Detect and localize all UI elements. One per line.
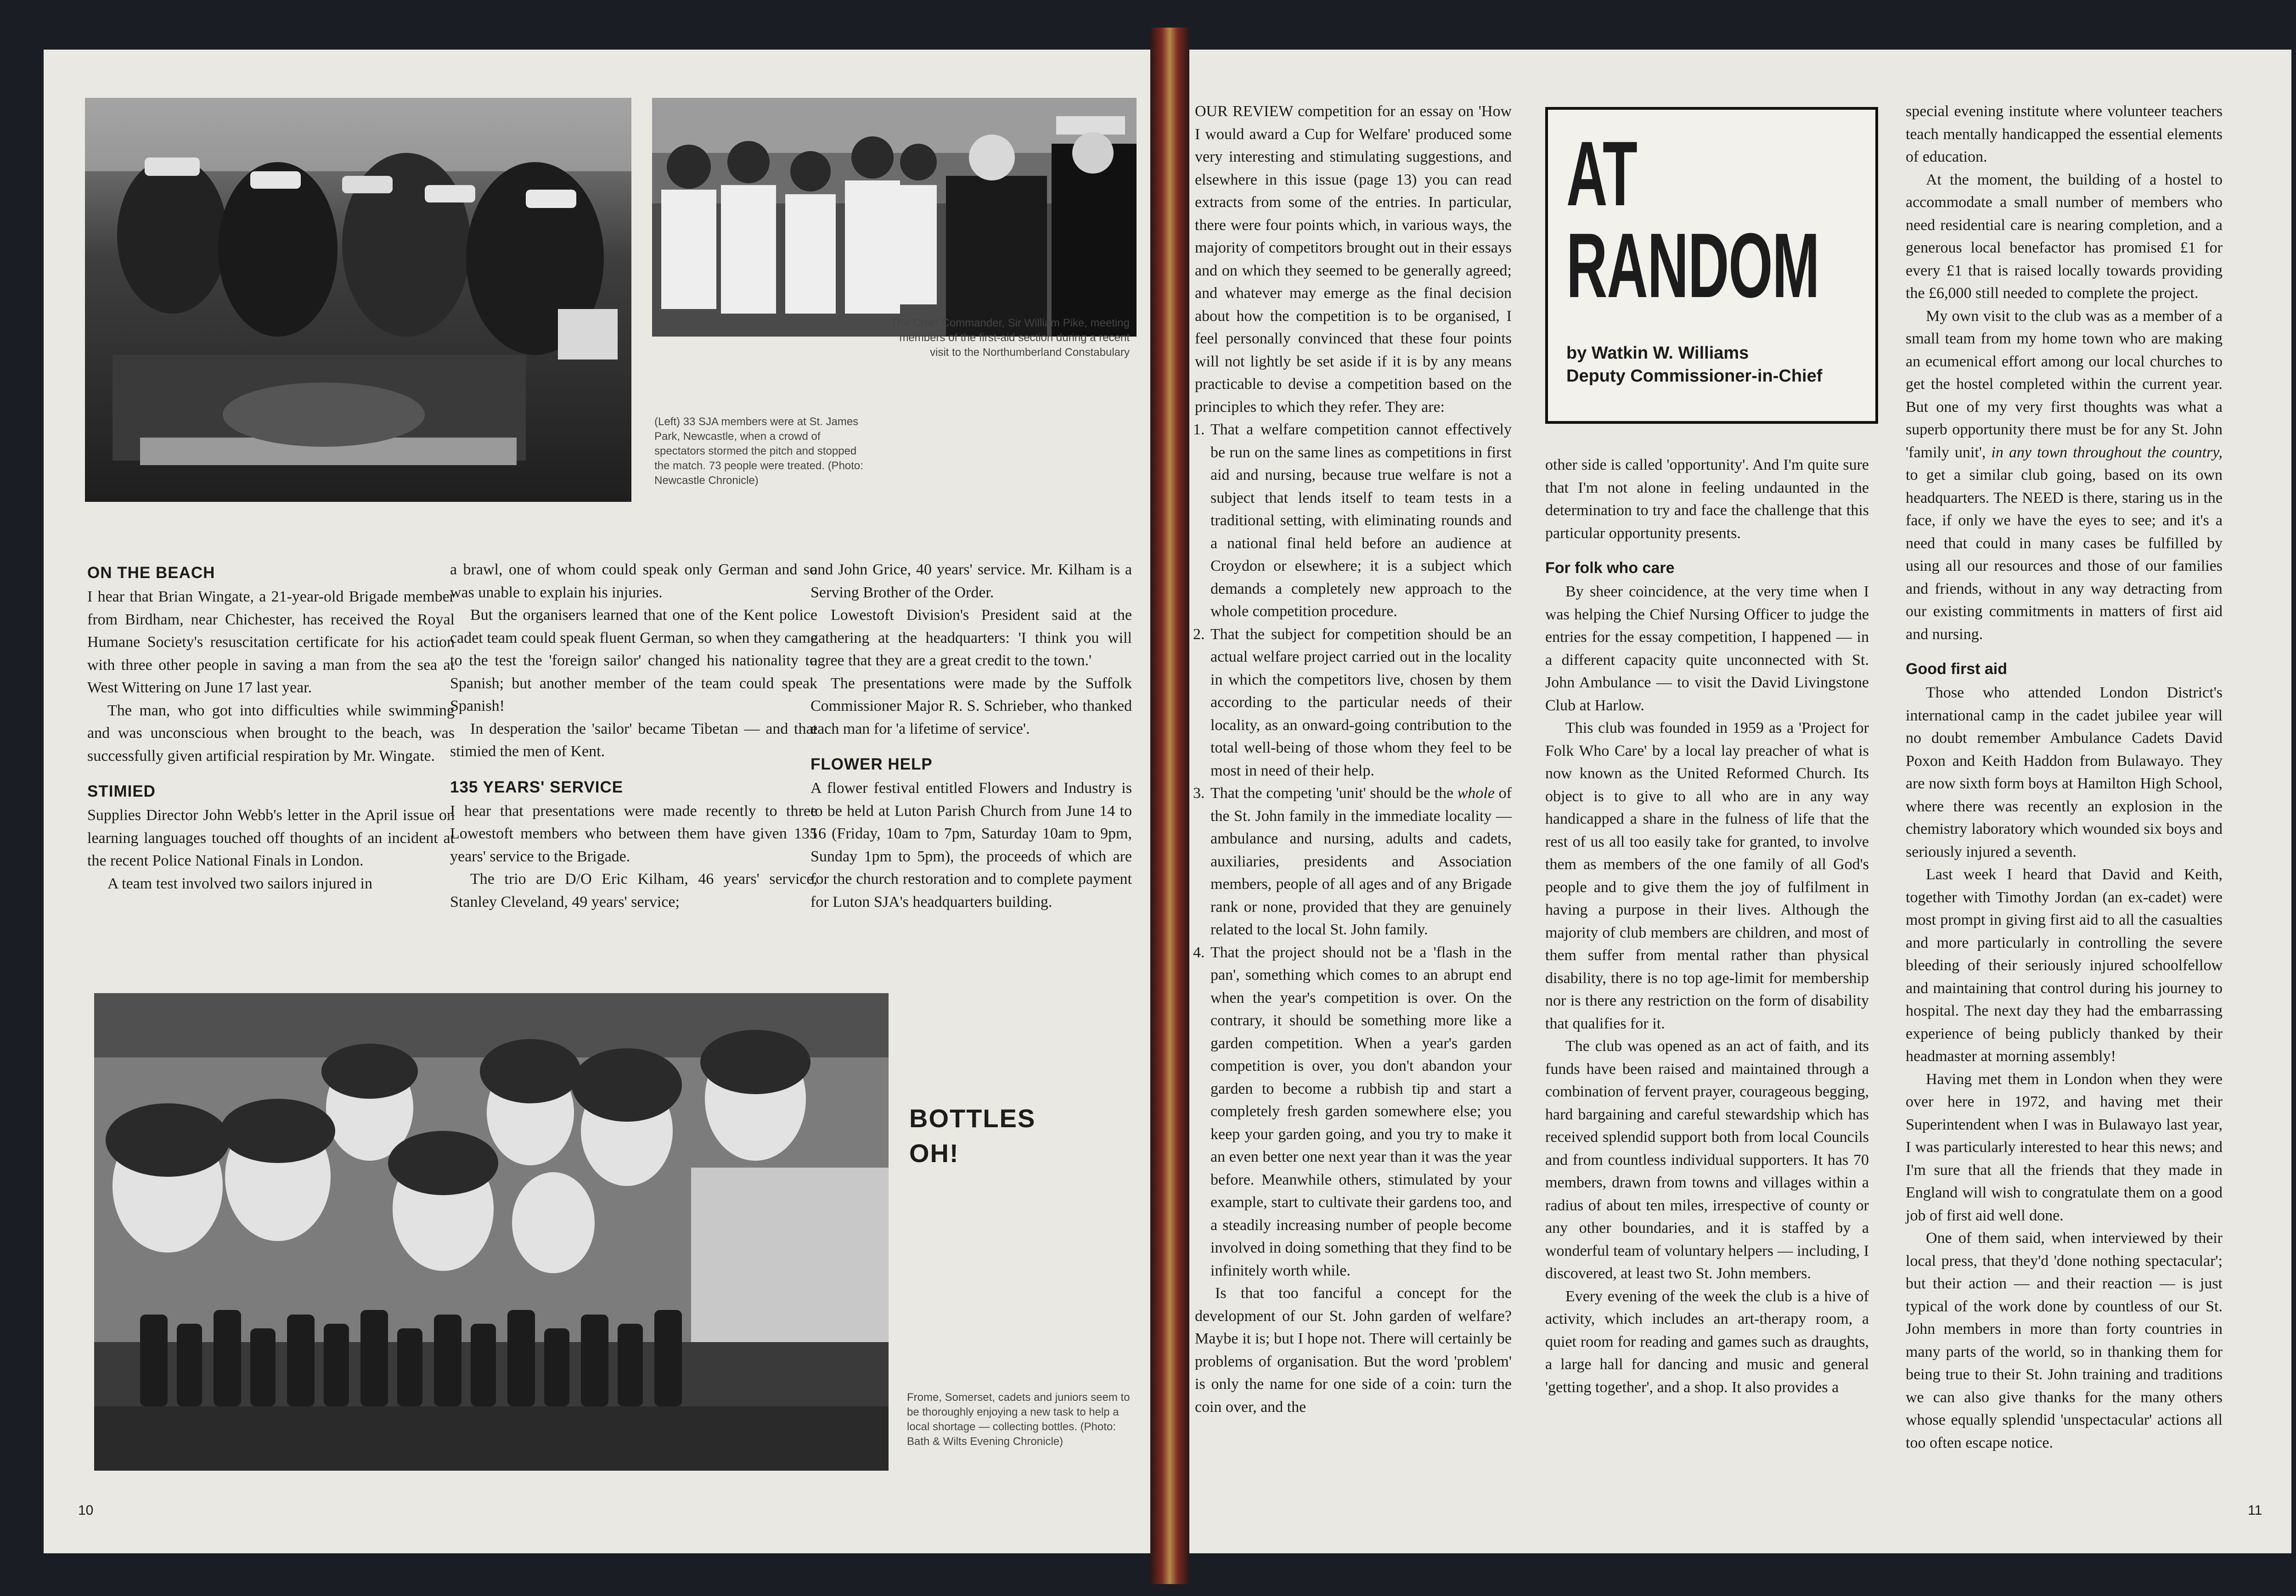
paragraph: This club was founded in 1959 as a 'Project for Folk Who Care' by a local lay preacher of what is now known as the United Reformed Church. Its object is to give to all who are in any way handicapped a share in the fulness of life that the rest of us all too easily take for granted, to involve them as members of the one family of all God's people and to give them the joy of fulfilment in having a purpose in their lives. Although the majority of club members are children, and most of them suffer from mental rather than physical disability, there is no top age-limit for membership nor is there any restriction on the form of disability that qualifies for it. bbox=[1545, 719, 1869, 1032]
photo-chief-commander-image bbox=[652, 98, 1137, 337]
paragraph: other side is called 'opportunity'. And I'm quite sure that I'm not alone in feeling undaunted in the determination to try and face the challenge that this particular opportunity presents. bbox=[1545, 456, 1869, 542]
paragraph: A team test involved two sailors injured in bbox=[107, 875, 372, 892]
right-page bbox=[1189, 50, 2291, 1553]
paragraph: The club was opened as an act of faith, and its funds have been raised and maintained through a combination of fervent prayer, courageous begging, hard bargaining and careful stewardship which has received splendid support both from local Councils and from countless individual supporters. It has 70 members, drawn from towns and villages within a radius of about ten miles, irrespective of county or any other boundaries, and it is staffed by a wonderful team of voluntary helpers — including, I discovered, at least two St. John members. bbox=[1545, 1038, 1869, 1282]
list-item: 2. That the subject for competition should be an actual welfare project carried out in the locality in which the competitors live, chosen by them according to the particular needs of their locality, as an onward-going contribution to the total well-being of those whom they feel to be most in need of their help. bbox=[1209, 623, 1512, 782]
photo-chief-commander bbox=[652, 98, 1137, 337]
paragraph: I hear that presentations were made recently to three Lowestoft members who between them have given 135 years' service to the Brigade. bbox=[450, 802, 817, 865]
byline-author: by Watkin W. Williams bbox=[1566, 343, 1749, 363]
bottles-title-line-1: BOTTLES bbox=[909, 1104, 1036, 1133]
intro-text: competition for an essay on 'How I would award a Cup for Welfare' produced some very interesting and stimulating suggestions, and elsewhere in this issue (page 13) you can read extracts from some of the entries. In particular, there were four points which, in various ways, the majority of competitors brought out in their essays and on which they seemed to be generally agreed; and whatever may emerge as the final decision about how the competition is to be organised, I feel personally convinced that these four points will not lightly be set aside if it is by any means practicable to devise a competition based on the principles to which they refer. They are: bbox=[1195, 103, 1512, 416]
paragraph: I hear that Brian Wingate, a 21-year-old Brigade member from Birdham, near Chichester, has received the Royal Humane Society's resuscitation certificate for his action with three other people in saving a man from the sea at West Wittering on June 17 last year. bbox=[87, 588, 455, 696]
paragraph: The presentations were made by the Suffolk Commissioner Major R. S. Schrieber, who thanked each man for 'a lifetime of service'. bbox=[810, 674, 1132, 737]
paragraph-emphasis: in any town throughout the country, bbox=[1991, 444, 2223, 461]
photo-bottles-children bbox=[94, 993, 889, 1471]
page-number-right: 11 bbox=[2248, 1503, 2262, 1518]
caption-bottles: Frome, Somerset, cadets and juniors seem to be thoroughly enjoying a new task to help a local shortage — collecting bottles. (Photo: Bath & Wilts Evening Chronicle) bbox=[907, 1391, 1130, 1448]
intro-paragraph bbox=[1195, 100, 1512, 418]
paragraph: Is that too fanciful a concept for the development of our St. John garden of welfare? Maybe it is; but I hope not. There will certainly be problems of organisation. But the word 'problem' is only the name for one side of a coin: turn the coin over, and the bbox=[1195, 1285, 1512, 1416]
heading-flower-help: FLOWER HELP bbox=[810, 755, 933, 773]
paragraph: Last week I heard that David and Keith, together with Timothy Jordan (an ex-cadet) were most prompt in giving first aid to all the casualties and more particularly in controlling the severe bleeding of their seriously injured schoolfellow and maintaining that control during his journey to hospital. The next day they had the embarrassing experience of being publicly thanked by their headmaster at morning assembly! bbox=[1906, 866, 2223, 1065]
right-column-2 bbox=[1545, 454, 1869, 1399]
paragraph: special evening institute where volunteer teachers teach mentally handicapped the essential elements of education. bbox=[1906, 103, 2223, 165]
paragraph: But the organisers learned that one of the Kent police cadet team could speak fluent German, so when they came to the test the 'foreign sailor' changed his nationality to Spanish; but another member of the team could speak Spanish! bbox=[450, 607, 817, 714]
paragraph: One of them said, when interviewed by their local press, that they'd 'done nothing spectacular'; but their action — and their reaction — is just typical of the work done by countless of our St. John members in more than forty countries in many parts of the world, so in thanking them for being true to their St. John training and traditions we can also give thanks for the many others whose equally splendid 'unspectacular' actions all too often escape notice. bbox=[1906, 1230, 2223, 1451]
title-random: RANDOM bbox=[1566, 214, 1819, 317]
heading-good-first-aid: Good first aid bbox=[1906, 660, 2007, 678]
left-page bbox=[44, 50, 1150, 1553]
list-item-text: That the competing 'unit' should be the bbox=[1210, 785, 1458, 802]
byline-title: Deputy Commissioner-in-Chief bbox=[1566, 366, 1823, 386]
paragraph: a brawl, one of whom could speak only German and so was unable to explain his injuries. bbox=[450, 561, 817, 601]
paragraph: The trio are D/O Eric Kilham, 46 years' service, Stanley Cleveland, 49 years' service; bbox=[450, 871, 817, 910]
paragraph: Lowestoft Division's President said at the gathering at the headquarters: 'I think you will agree that they are a great credit to the town.' bbox=[810, 607, 1132, 669]
photo-football-crowd-image bbox=[85, 98, 631, 502]
photo-bottles-children-image bbox=[94, 993, 889, 1471]
list-item: 1. That a welfare competition cannot effectively be run on the same lines as competitions in first aid and nursing, because true welfare is not a subject that lends itself to team tests in a traditional setting, with eliminating rounds and a national final held before an audience at Croydon or elsewhere; it is a subject which demands a completely new approach to the whole competition procedure. bbox=[1209, 418, 1512, 623]
left-column-2 bbox=[450, 558, 817, 913]
right-column-3 bbox=[1906, 100, 2223, 1454]
list-item-emphasis: whole bbox=[1457, 785, 1495, 802]
paragraph: A flower festival entitled Flowers and Industry is to be held at Luton Parish Church from June 14 to 16 (Friday, 10am to 7pm, Saturday 10am to 9pm, Sunday 1pm to 5pm), the proceeds of which are for the church restoration and to complete payment for Luton SJA's headquarters building. bbox=[810, 780, 1132, 910]
paragraph: The man, who got into difficulties while swimming and was unconscious when brought to the beach, was successfully given artificial respiration by Mr. Wingate. bbox=[87, 702, 455, 764]
magazine-spine bbox=[1150, 28, 1189, 1584]
list-item-text: of the St. John family in the immediate locality — ambulance and nursing, adults and cadets, auxiliaries, presidents and Association members, people of all ages and of any Brigade rank or none, provided that they are genuinely related to the local St. John family. bbox=[1210, 785, 1512, 938]
paragraph: Having met them in London when they were over here in 1972, and having met their Superintendent when I was in Bulawayo last year, I was particularly interested to hear this news; and I'm sure that all the friends that they made in England will wish to congratulate them on a good job of first aid well done. bbox=[1906, 1070, 2223, 1224]
paragraph: By sheer coincidence, at the very time when I was helping the Chief Nursing Officer to judge the entries for the essay competition, I happened — in a different capacity quite unconnected with St. John Ambulance — to visit the David Livingstone Club at Harlow. bbox=[1545, 583, 1869, 714]
left-column-3 bbox=[810, 558, 1132, 913]
paragraph: and John Grice, 40 years' service. Mr. Kilham is a Serving Brother of the Order. bbox=[810, 561, 1132, 601]
title-at: AT bbox=[1566, 123, 1637, 225]
at-random-title-box bbox=[1545, 107, 1878, 424]
caption-chief-commander: The Chief Commander, Sir William Pike, meeting members of the first-aid section during a recent visit to the Northumberland Constabulary bbox=[890, 317, 1130, 359]
paragraph: Every evening of the week the club is a hive of activity, which includes an art-therapy room, a quiet room for reading and games such as draughts, a large hall for dancing and music and general 'getting together', and a shop. It also provides a bbox=[1545, 1287, 1869, 1396]
paragraph: Those who attended London District's international camp in the cadet jubilee year will no doubt remember Ambulance Cadets David Poxon and Keith Haddon from Bulawayo. They are now sixth form boys at Hamilton High School, where there was recently an explosion in the chemistry laboratory which wounded six boys and seriously injured a seventh. bbox=[1906, 684, 2223, 860]
heading-on-the-beach: ON THE BEACH bbox=[87, 564, 215, 582]
bottles-title-line-2: OH! bbox=[909, 1139, 959, 1168]
lead-in: OUR REVIEW bbox=[1195, 103, 1293, 120]
paragraph: At the moment, the building of a hostel to accommodate a small number of members who need residential care is nearing completion, and a generous local benefactor has promised £1 for every £1 that is raised locally towards providing the £6,000 still needed to complete the project. bbox=[1906, 171, 2223, 302]
caption-football-crowd: (Left) 33 SJA members were at St. James Park, Newcastle, when a crowd of spectators stormed the pitch and stopped the match. 73 people were treated. (Photo: Newcastle Chronicle) bbox=[654, 416, 863, 487]
paragraph: In desperation the 'sailor' became Tibetan — and that stimied the men of Kent. bbox=[450, 720, 817, 760]
list-item: 4. That the project should not be a 'flash in the pan', something which comes to an abrupt end when the year's competition is over. On the contrary, it should be something more like a garden competition. When a year's garden competition is over, you don't abandon your garden to become a rubbish tip and start a completely fresh garden somewhere else; you keep your garden going, and you try to make it an even better one next year than it was the year before. Meanwhile others, stimulated by your example, start to cultivate their gardens too, and a steadily increasing number of people become involved in doing something that they find to be infinitely worth while. bbox=[1209, 941, 1512, 1282]
list-item bbox=[1209, 782, 1512, 941]
heading-bottles-oh bbox=[909, 1101, 1035, 1171]
paragraph bbox=[1906, 305, 2223, 646]
photo-football-crowd bbox=[85, 98, 631, 502]
points-list bbox=[1195, 418, 1512, 1282]
heading-135-years-service: 135 YEARS' SERVICE bbox=[450, 778, 624, 796]
page-number-left: 10 bbox=[78, 1503, 94, 1518]
paragraph: Supplies Director John Webb's letter in the April issue on learning languages touched off thoughts of an incident at the recent Police National Finals in London. bbox=[87, 807, 455, 869]
paragraph-text: to get a similar club going, based on its own headquarters. The NEED is there, staring us in the face, if only we have the eyes to see; and it's a need that could in many cases be fulfilled by using all our resources and those of our families and friends, without in any way detracting from our existing commitments in matters of first aid and nursing. bbox=[1906, 466, 2223, 643]
heading-stimied: STIMIED bbox=[87, 782, 156, 800]
heading-for-folk-who-care: For folk who care bbox=[1545, 559, 1675, 577]
paragraph-text: My own visit to the club was as a member of a small team from my home town who are making an ecumenical effort among our local churches to get the hostel completed within the current year. But one of my very first thoughts was what a superb opportunity there must be for any St. John 'family unit', bbox=[1906, 307, 2223, 461]
left-column-1 bbox=[87, 557, 455, 895]
right-column-1 bbox=[1195, 100, 1512, 1418]
